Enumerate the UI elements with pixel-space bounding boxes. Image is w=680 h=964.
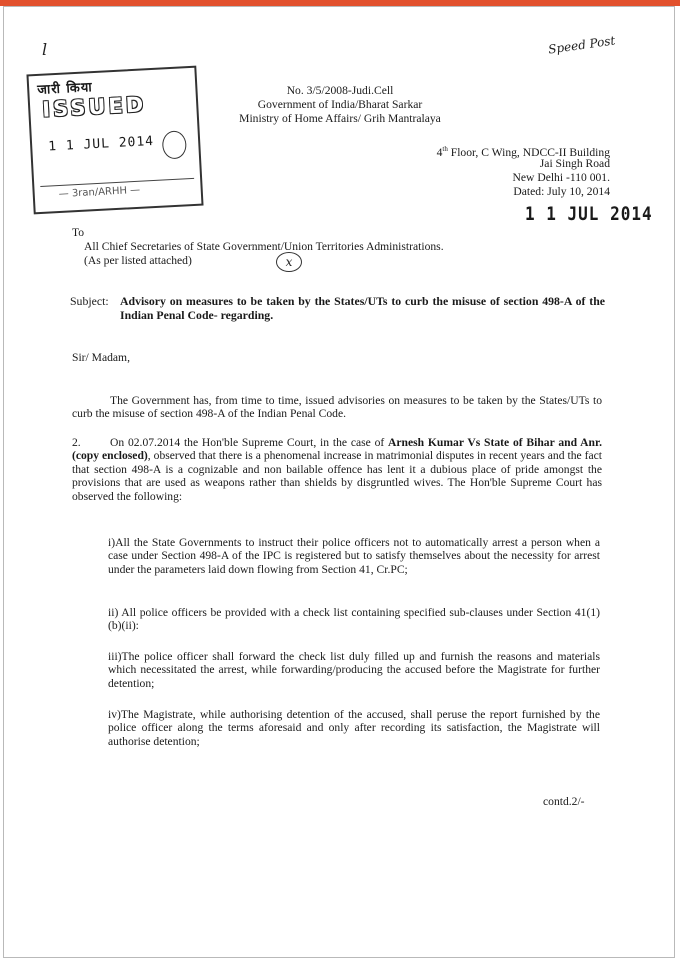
- address-line-3: New Delhi -110 001.: [512, 171, 610, 184]
- government-name: Government of India/Bharat Sarkar: [257, 98, 423, 111]
- list-item: i)All the State Governments to instruct their police officers not to automatically arrest a person when a case under Section 498-A of the IPC is registered but to satisfy themselves about the necessity for arrest under the parameters laid down flowing from Section 41, Cr.PC;: [108, 536, 600, 576]
- stamp-hindi-text: जारी किया: [36, 80, 94, 98]
- stamp-bottom-text: — 3ran/ARHH —: [58, 184, 141, 201]
- recipients: All Chief Secretaries of State Government/Union Territories Administrations.: [84, 240, 444, 253]
- handwritten-circle-mark: x: [276, 252, 302, 272]
- list-item: iv)The Magistrate, while authorising detention of the accused, shall peruse the report furnished by the police officer along the terms aforesaid and only after recording its satisfaction, the Magistrate will authorise detention;: [108, 708, 600, 748]
- received-date-stamp: 1 1 JUL 2014: [525, 202, 653, 225]
- paragraph-2: [72, 436, 602, 503]
- stamp-seal-icon: [162, 130, 187, 159]
- subject-text: Advisory on measures to be taken by the States/UTs to curb the misuse of section 498-A of the Indian Penal Code- regarding.: [120, 294, 605, 322]
- address-line-2: Jai Singh Road: [539, 157, 610, 170]
- salutation: Sir/ Madam,: [72, 351, 130, 364]
- paragraph-2-number: 2.: [72, 436, 81, 449]
- paragraph-1: The Government has, from time to time, issued advisories on measures to be taken by the States/UTs to curb the misuse of section 498-A of the Indian Penal Code.: [72, 394, 602, 421]
- paragraph-2-rest: , observed that there is a phenomenal increase in matrimonial disputes in recent years and the fact that section 498-A is a cognizable and non bailable offence has lent it a dubious place of pride amongst the provisions that are used as weapons rather than shields by disgruntled wives. The Hon'ble Supreme Court has observed the following:: [72, 449, 602, 503]
- list-item: ii) All police officers be provided with a check list containing specified sub-clauses under Section 41(1)(b)(ii):: [108, 606, 600, 633]
- dated-line: Dated: July 10, 2014: [513, 185, 610, 198]
- stamp-issued-text: ISSUED: [41, 92, 147, 122]
- recipients-note: (As per listed attached): [84, 254, 192, 267]
- ministry-name: Ministry of Home Affairs/ Grih Mantralaya: [239, 112, 441, 125]
- paragraph-2-lead: On 02.07.2014 the Hon'ble Supreme Court, in the case of: [110, 436, 389, 449]
- file-number: No. 3/5/2008-Judi.Cell: [286, 84, 394, 97]
- handwritten-top-left-mark: l: [42, 40, 48, 59]
- subject-label: Subject:: [70, 294, 109, 308]
- continued-note: contd.2/-: [543, 795, 585, 808]
- address-line-1: 4th Floor, C Wing, NDCC-II Building: [436, 145, 610, 159]
- list-item: iii)The police officer shall forward the check list duly filled up and furnish the reasons and materials which necessitated the arrest, while forwarding/producing the accused before the Magistrate for further detention;: [108, 650, 600, 690]
- case-name: Arnesh Kumar Vs State of Bihar and Anr. (copy enclosed): [72, 436, 602, 463]
- to-label: To: [72, 226, 85, 239]
- stamp-date: 1 1 JUL 2014: [47, 133, 155, 155]
- issued-stamp: [26, 66, 203, 215]
- handwritten-speed-post-note: Speed Post: [547, 33, 617, 57]
